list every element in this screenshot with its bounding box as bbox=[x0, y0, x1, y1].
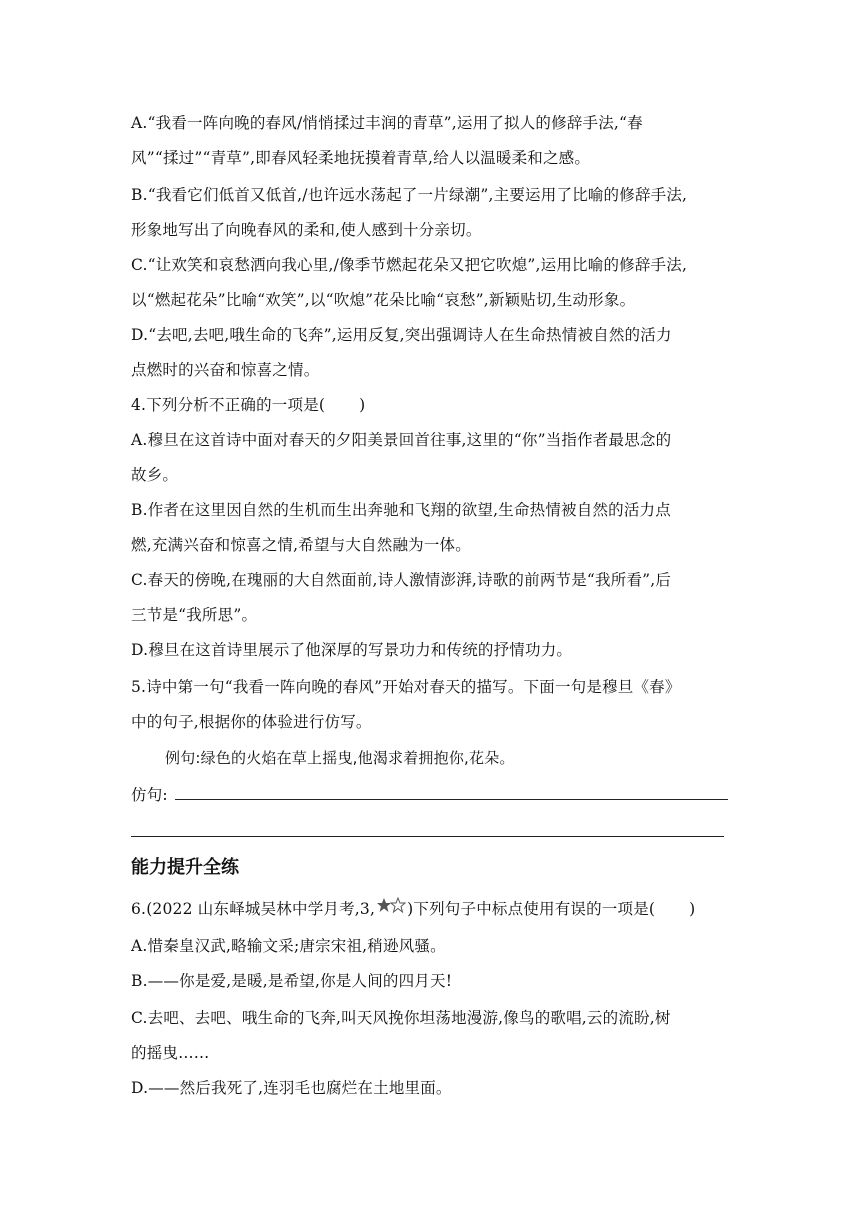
q5-answer-line-2[interactable] bbox=[131, 836, 724, 837]
q3-option-b-line1: B.“我看它们低首又低首,/也许远水荡起了一片绿潮”,主要运用了比喻的修辞手法, bbox=[131, 186, 688, 204]
q6-option-c-line2: 的摇曳…… bbox=[131, 1044, 210, 1062]
q6-stem-close: ) bbox=[689, 900, 696, 918]
q4-option-b-line2: 燃,充满兴奋和惊喜之情,希望与大自然融为一体。 bbox=[131, 536, 471, 554]
q5-stem-line2: 中的句子,根据你的体验进行仿写。 bbox=[131, 713, 372, 731]
q5-stem-line1: 5.诗中第一句“我看一阵向晚的春风”开始对春天的描写。下面一句是穆旦《春》 bbox=[131, 678, 681, 696]
q6-option-c-line1: C.去吧、去吧、哦生命的飞奔,叫天风挽你坦荡地漫游,像鸟的歌唱,云的流盼,树 bbox=[131, 1009, 671, 1027]
two-star-difficulty-icon bbox=[376, 897, 406, 919]
q6-option-d: D.——然后我死了,连羽毛也腐烂在土地里面。 bbox=[131, 1079, 452, 1097]
q5-answer-line-1[interactable] bbox=[175, 799, 728, 800]
q4-option-c-line1: C.春天的傍晚,在瑰丽的大自然面前,诗人激情澎湃,诗歌的前两节是“我所看”,后 bbox=[131, 571, 672, 589]
q4-stem bbox=[131, 394, 365, 416]
q3-option-c-line1: C.“让欢笑和哀愁洒向我心里,/像季节燃起花朵又把它吹熄”,运用比喻的修辞手法, bbox=[131, 256, 688, 274]
q3-option-a-line2: 风”“揉过”“青草”,即春风轻柔地抚摸着青草,给人以温暖柔和之感。 bbox=[131, 149, 591, 167]
q4-option-a-line2: 故乡。 bbox=[131, 466, 179, 484]
q5-example-sentence: 例句:绿色的火焰在草上摇曳,他渴求着拥抱你,花朵。 bbox=[165, 749, 515, 767]
q4-option-a-line1: A.穆旦在这首诗中面对春天的夕阳美景回首往事,这里的“你”当指作者最思念的 bbox=[131, 431, 672, 449]
q4-stem-text: 4.下列分析不正确的一项是( bbox=[131, 396, 326, 414]
q3-option-b-line2: 形象地写出了向晚春风的柔和,使人感到十分亲切。 bbox=[131, 221, 482, 239]
q4-stem-close: ) bbox=[359, 396, 366, 414]
q3-option-c-line2: 以“燃起花朵”比喻“欢笑”,以“吹熄”花朵比喻“哀愁”,新颖贴切,生动形象。 bbox=[131, 291, 636, 309]
q3-option-d-line2: 点燃时的兴奋和惊喜之情。 bbox=[131, 361, 320, 379]
q6-stem-source: 6.(2022 山东峄城吴林中学月考,3, bbox=[131, 900, 376, 918]
section-title: 能力提升全练 bbox=[131, 857, 239, 878]
q4-option-b-line1: B.作者在这里因自然的生机而生出奔驰和飞翔的欲望,生命热情被自然的活力点 bbox=[131, 501, 671, 519]
q6-option-b: B.——你是爱,是暖,是希望,你是人间的四月天! bbox=[131, 972, 453, 990]
q5-imitate-label: 仿句: bbox=[131, 786, 168, 804]
q6-stem-text: )下列句子中标点使用有误的一项是( bbox=[407, 900, 656, 918]
q3-option-a-line1: A.“我看一阵向晚的春风/悄悄揉过丰润的青草”,运用了拟人的修辞手法,“春 bbox=[131, 114, 643, 132]
q6-option-a: A.惜秦皇汉武,略输文采;唐宗宋祖,稍逊风骚。 bbox=[131, 937, 446, 955]
q6-stem bbox=[131, 898, 695, 921]
q4-option-c-line2: 三节是“我所思”。 bbox=[131, 606, 258, 624]
q4-option-d-line1: D.穆旦在这首诗里展示了他深厚的写景功力和传统的抒情功力。 bbox=[131, 641, 573, 659]
q3-option-d-line1: D.“去吧,去吧,哦生命的飞奔”,运用反复,突出强调诗人在生命热情被自然的活力 bbox=[131, 326, 672, 344]
